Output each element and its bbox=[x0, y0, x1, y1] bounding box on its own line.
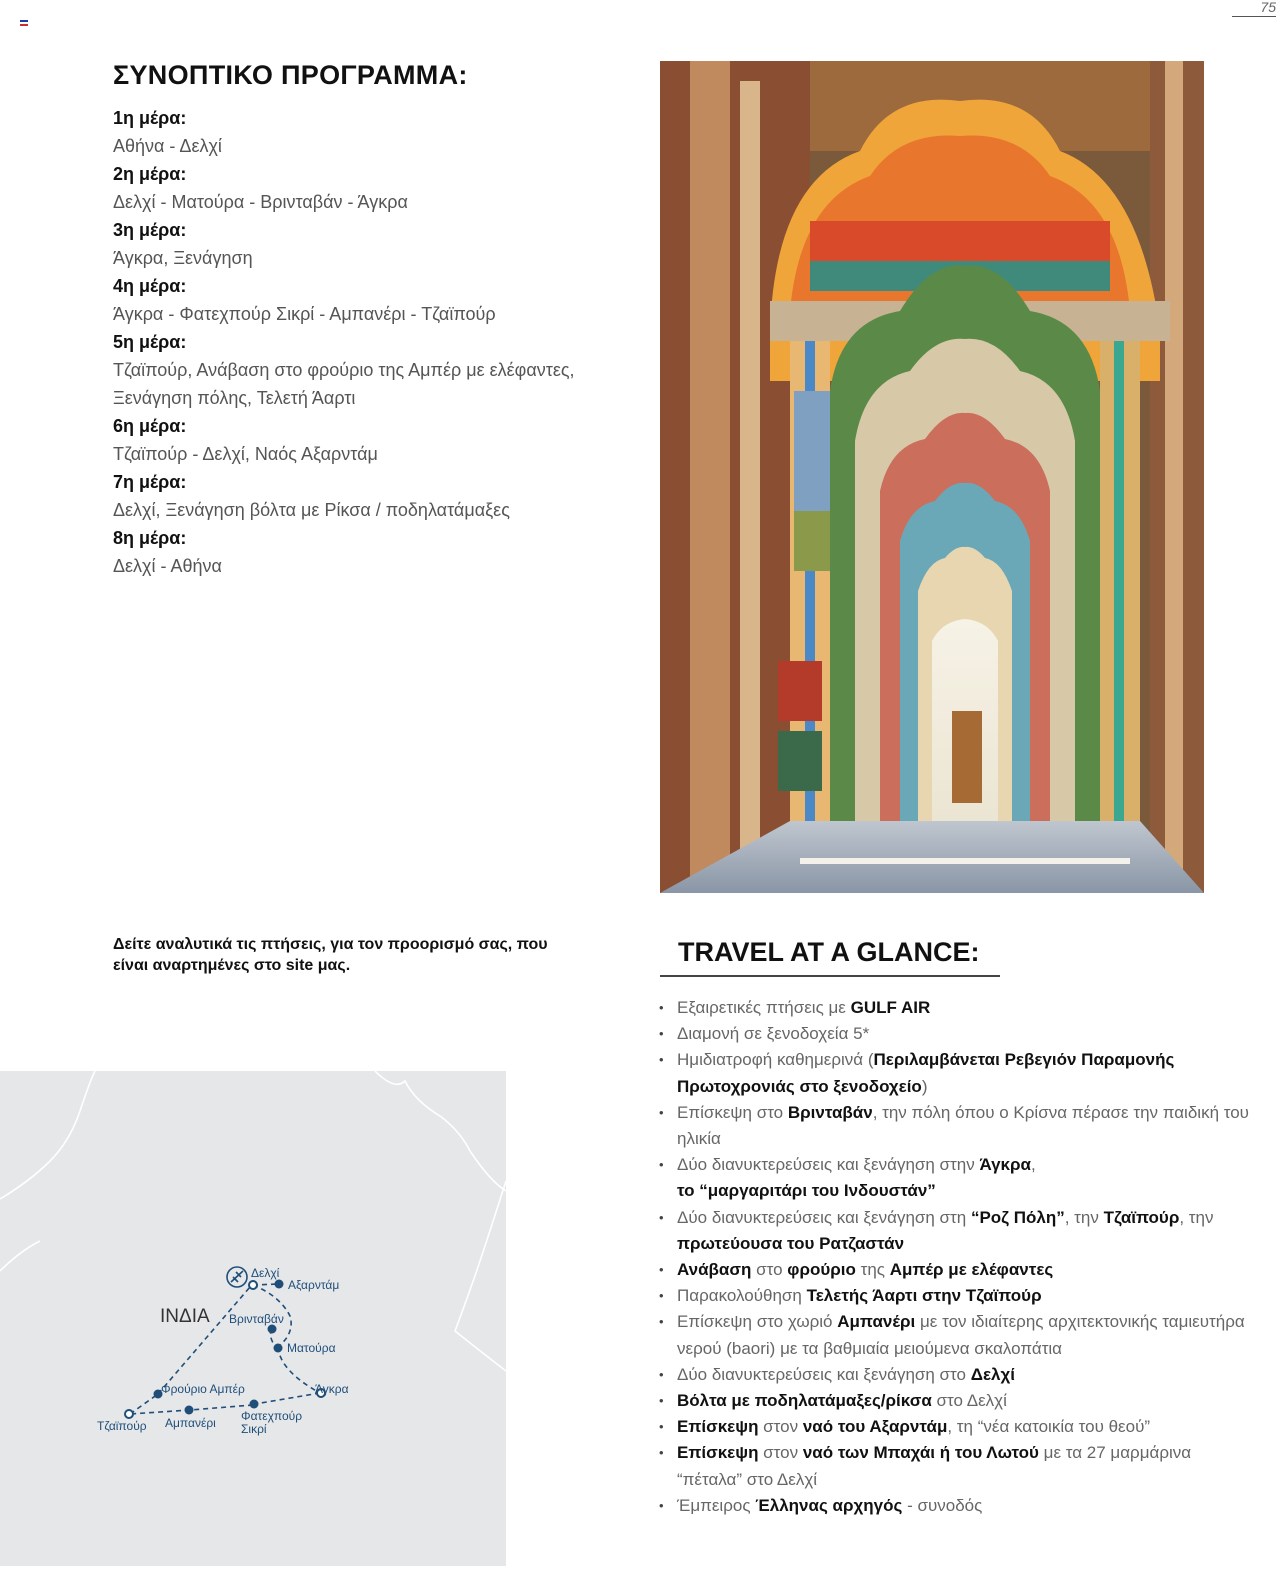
city-label: Αμπανέρι bbox=[165, 1416, 216, 1430]
day-label: 8η μέρα: bbox=[113, 528, 187, 548]
city-label: Φατεχπούρ bbox=[241, 1409, 303, 1423]
itinerary bbox=[113, 104, 583, 580]
glance-item: • Δύο διανυκτερεύσεις και ξενάγηση στην Άγκρα, το “μαργαριτάρι του Ινδουστάν” bbox=[659, 1152, 1259, 1204]
day-label: 7η μέρα: bbox=[113, 472, 187, 492]
day-route: Τζαϊπούρ - Δελχί, Ναός Αξαρντάμ bbox=[113, 444, 378, 464]
glance-item: • Ανάβαση στο φρούριο της Αμπέρ με ελέφαντες bbox=[659, 1257, 1259, 1283]
page-number: 75 bbox=[1232, 0, 1276, 17]
day-route: Δελχί - Αθήνα bbox=[113, 556, 222, 576]
glance-item: • Έμπειρος Έλληνας αρχηγός - συνοδός bbox=[659, 1493, 1259, 1519]
glance-item: • Επίσκεψη στο Βρινταβάν, την πόλη όπου ο Κρίσνα πέρασε την παιδική του ηλικία bbox=[659, 1100, 1259, 1152]
glance-item: • Παρακολούθηση Τελετής Άαρτι στην Τζαϊπούρ bbox=[659, 1283, 1259, 1309]
glance-item: • Ημιδιατροφή καθημερινά (Περιλαμβάνεται Ρεβεγιόν Παραμονής Πρωτοχρονιάς στο ξενοδοχείο) bbox=[659, 1047, 1259, 1099]
day-route: Δελχί, Ξενάγηση βόλτα με Ρίκσα / ποδηλατάμαξες bbox=[113, 500, 510, 520]
day-route: Δελχί - Ματούρα - Βρινταβάν - Άγκρα bbox=[113, 192, 408, 212]
day-label: 2η μέρα: bbox=[113, 164, 187, 184]
flights-note: Δείτε αναλυτικά τις πτήσεις, για τον προορισμό σας, που είναι αναρτημένες στο site μας. bbox=[113, 936, 548, 974]
city-label: Φρούριο Αμπέρ bbox=[161, 1382, 245, 1396]
map-borders bbox=[0, 1071, 506, 1371]
day-route: Αθήνα - Δελχί bbox=[113, 136, 222, 156]
day-label: 3η μέρα: bbox=[113, 220, 187, 240]
palace-photo bbox=[660, 61, 1204, 893]
title-divider bbox=[660, 975, 1000, 977]
glance-list bbox=[659, 995, 1259, 1519]
glance-item: • Επίσκεψη στον ναό των Μπαχάι ή του Λωτού με τα 27 μαρμάρινα “πέταλα” στο Δελχί bbox=[659, 1440, 1259, 1492]
day-label: 6η μέρα: bbox=[113, 416, 187, 436]
day-route: Τζαϊπούρ, Ανάβαση στο φρούριο της Αμπέρ με ελέφαντες, Ξενάγηση πόλης, Τελετή Άαρτι bbox=[113, 360, 575, 408]
day-label: 1η μέρα: bbox=[113, 108, 187, 128]
route-map bbox=[0, 1071, 506, 1566]
glance-item: • Δύο διανυκτερεύσεις και ξενάγηση στο Δελχί bbox=[659, 1362, 1259, 1388]
day-route: Άγκρα, Ξενάγηση bbox=[113, 248, 253, 268]
airplane-icon bbox=[227, 1267, 247, 1287]
city-label: Δελχί bbox=[251, 1266, 280, 1280]
day-label: 4η μέρα: bbox=[113, 276, 187, 296]
country-label: ΙΝΔΙΑ bbox=[160, 1306, 210, 1327]
glance-item: • Εξαιρετικές πτήσεις με GULF AIR bbox=[659, 995, 1259, 1021]
glance-item: • Βόλτα με ποδηλατάμαξες/ρίκσα στο Δελχί bbox=[659, 1388, 1259, 1414]
glance-title: TRAVEL AT A GLANCE: bbox=[678, 937, 980, 967]
program-title: ΣΥΝΟΠΤΙΚΟ ΠΡΟΓΡΑΜΜΑ: bbox=[113, 60, 468, 90]
city-label: Σικρί bbox=[241, 1422, 267, 1436]
day-label: 5η μέρα: bbox=[113, 332, 187, 352]
day-route: Άγκρα - Φατεχπούρ Σικρί - Αμπανέρι - Τζαϊπούρ bbox=[113, 304, 496, 324]
flag-icon bbox=[20, 20, 28, 26]
city-label: Βρινταβάν bbox=[229, 1312, 284, 1326]
city-label: Αξαρντάμ bbox=[288, 1278, 340, 1292]
glance-item: • Επίσκεψη στον ναό του Αξαρντάμ, τη “νέα κατοικία του θεού” bbox=[659, 1414, 1259, 1440]
glance-item: • Δύο διανυκτερεύσεις και ξενάγηση στη “Ροζ Πόλη”, την Τζαϊπούρ, την πρωτεύουσα του Ρατζαστάν bbox=[659, 1205, 1259, 1257]
city-label: Άγκρα bbox=[315, 1382, 349, 1396]
glance-item: • Διαμονή σε ξενοδοχεία 5* bbox=[659, 1021, 1259, 1047]
glance-item: • Επίσκεψη στο χωριό Αμπανέρι με τον ιδιαίτερης αρχιτεκτονικής ταμιευτήρα νερού (baori) με τα βαθμιαία μειούμενα σκαλοπάτια bbox=[659, 1309, 1259, 1361]
city-label: Τζαϊπούρ bbox=[97, 1419, 147, 1433]
city-label: Ματούρα bbox=[287, 1341, 336, 1355]
